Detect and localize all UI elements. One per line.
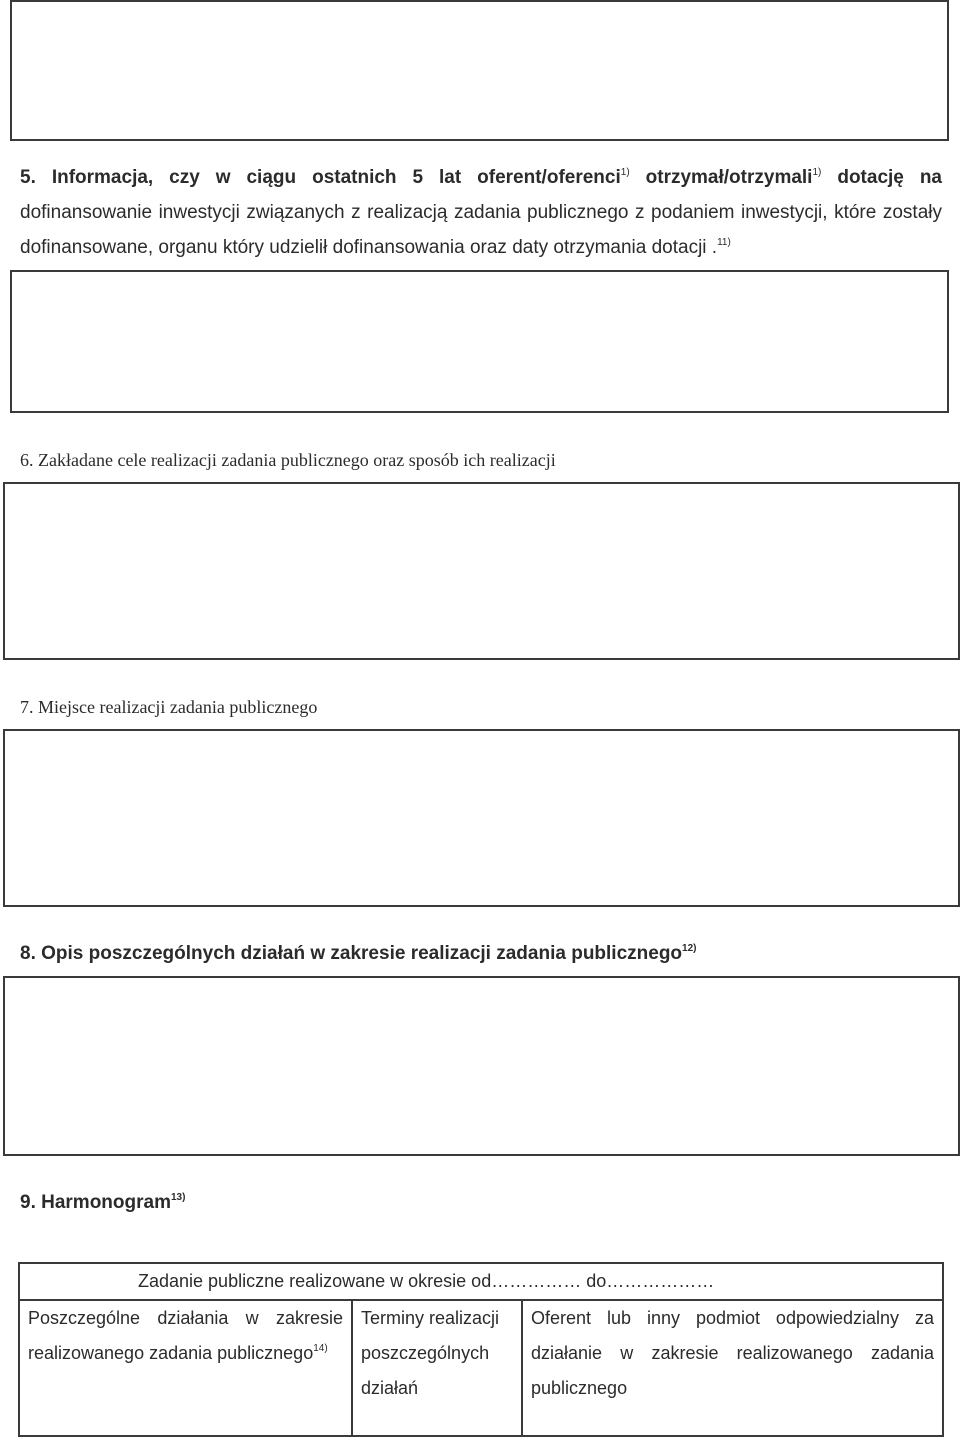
harmonogram-col-actions: Poszczególne działania w zakresie realizowanego zadania publicznego$^{14)}$: [19, 1300, 352, 1436]
footnote-ref: 12): [682, 943, 697, 954]
section-6-heading: 6. Zakładane cele realizacji zadania publicznego oraz sposób ich realizacji: [20, 450, 556, 470]
footnote-ref: 1): [812, 167, 822, 178]
footnote-ref: 1): [620, 167, 630, 178]
section-7-heading: 7. Miejsce realizacji zadania publicznego: [20, 697, 318, 717]
section-7-input-box[interactable]: [3, 729, 960, 907]
harmonogram-period-cell[interactable]: Zadanie publiczne realizowane w okresie od…………… do………………: [19, 1263, 943, 1300]
section-8-heading: 8. Opis poszczególnych działań w zakresie realizacji zadania publicznego$^{12)}$: [20, 943, 697, 964]
section-9-heading: 9. Harmonogram$^{13)}$: [20, 1192, 186, 1213]
section-5-heading: 5. Informacja, czy w ciągu ostatnich 5 lat oferent/oferenci$^{1)}$ otrzymał/otrzymali$^{1)}$ dotację na dofinansowanie inwestycji związanych z realizacją zadania publicznego z podaniem inwestycji, które zostały dofinansowane, organu który udzielił dofinansowania oraz daty otrzymania dotacji .$^{11)}$: [20, 167, 942, 258]
section-8-input-box[interactable]: [3, 976, 960, 1156]
footnote-ref: 13): [170, 1192, 186, 1203]
footnote-ref: 11): [717, 237, 731, 248]
harmonogram-table: [18, 1262, 944, 1437]
harmonogram-col-responsible: Oferent lub inny podmiot odpowiedzialny za działanie w zakresie realizowanego zadania publicznego: [522, 1300, 943, 1436]
section-5-input-box[interactable]: [10, 270, 949, 413]
top-text-box[interactable]: [10, 0, 949, 141]
harmonogram-col-dates: Terminy realizacji poszczególnych działań: [352, 1300, 522, 1436]
section-6-input-box[interactable]: [3, 482, 960, 660]
footnote-ref: 14): [313, 1343, 328, 1354]
